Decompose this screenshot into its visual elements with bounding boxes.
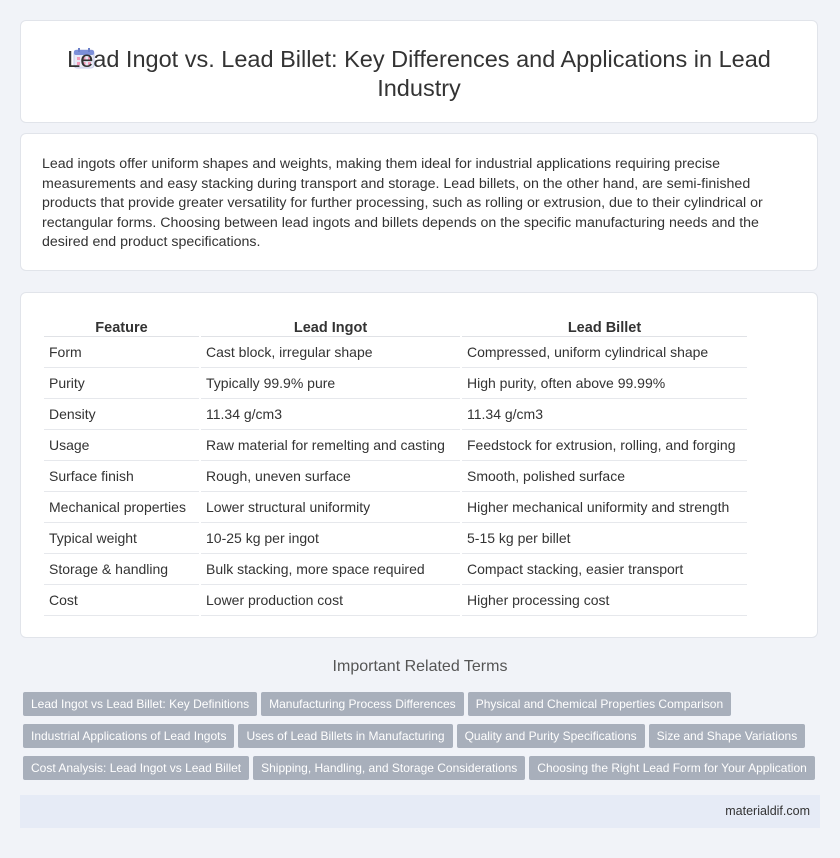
- table-row: [44, 368, 747, 399]
- table-cell: Bulk stacking, more space required: [201, 554, 460, 585]
- column-header: Feature: [44, 313, 199, 337]
- related-term-chip[interactable]: Shipping, Handling, and Storage Considerations: [253, 756, 525, 780]
- table-cell: Lower production cost: [201, 585, 460, 616]
- related-term-chip[interactable]: Size and Shape Variations: [649, 724, 806, 748]
- related-term-chip[interactable]: Quality and Purity Specifications: [457, 724, 645, 748]
- related-term-chip[interactable]: Manufacturing Process Differences: [261, 692, 464, 716]
- comparison-card: [20, 292, 818, 638]
- intro-text: Lead ingots offer uniform shapes and weights, making them ideal for industrial applications requiring precise measurements and easy stacking during transport and storage. Lead billets, on the other hand, are semi-finished products that provide greater versatility for further processing, such as rolling or extrusion, due to their cylindrical or rectangular forms. Choosing between lead ingots and billets depends on the specific manufacturing needs and the desired end product specifications.: [42, 156, 763, 250]
- table-cell: 10-25 kg per ingot: [201, 523, 460, 554]
- table-cell: Higher mechanical uniformity and strength: [462, 492, 747, 523]
- related-term-chip[interactable]: Uses of Lead Billets in Manufacturing: [238, 724, 452, 748]
- footer: [20, 795, 820, 828]
- table-cell: Rough, uneven surface: [201, 461, 460, 492]
- table-cell: Typical weight: [44, 523, 199, 554]
- table-cell: High purity, often above 99.99%: [462, 368, 747, 399]
- table-row: [44, 554, 747, 585]
- table-cell: Storage & handling: [44, 554, 199, 585]
- table-cell: Compact stacking, easier transport: [462, 554, 747, 585]
- related-term-chip[interactable]: Cost Analysis: Lead Ingot vs Lead Billet: [23, 756, 249, 780]
- table-cell: Typically 99.9% pure: [201, 368, 460, 399]
- related-terms-row: [23, 692, 823, 716]
- column-header: Lead Ingot: [201, 313, 460, 337]
- related-terms-row: [23, 756, 823, 780]
- table-cell: 11.34 g/cm3: [462, 399, 747, 430]
- table-cell: Mechanical properties: [44, 492, 199, 523]
- intro-card: [20, 133, 818, 271]
- table-cell: Density: [44, 399, 199, 430]
- table-header-row: [44, 313, 747, 337]
- table-cell: 5-15 kg per billet: [462, 523, 747, 554]
- table-cell: Form: [44, 337, 199, 368]
- table-cell: Cast block, irregular shape: [201, 337, 460, 368]
- related-term-chip[interactable]: Physical and Chemical Properties Comparison: [468, 692, 731, 716]
- table-cell: Lower structural uniformity: [201, 492, 460, 523]
- table-cell: Compressed, uniform cylindrical shape: [462, 337, 747, 368]
- table-row: [44, 430, 747, 461]
- related-term-chip[interactable]: Choosing the Right Lead Form for Your Application: [529, 756, 815, 780]
- related-term-chip[interactable]: Industrial Applications of Lead Ingots: [23, 724, 234, 748]
- table-row: [44, 399, 747, 430]
- table-cell: 11.34 g/cm3: [201, 399, 460, 430]
- comparison-table: [42, 313, 749, 616]
- table-cell: Smooth, polished surface: [462, 461, 747, 492]
- site-link[interactable]: materialdif.com: [725, 804, 810, 818]
- table-row: [44, 492, 747, 523]
- related-term-chip[interactable]: Lead Ingot vs Lead Billet: Key Definitions: [23, 692, 257, 716]
- table-cell: Purity: [44, 368, 199, 399]
- table-cell: Higher processing cost: [462, 585, 747, 616]
- table-row: [44, 585, 747, 616]
- table-row: [44, 461, 747, 492]
- table-cell: Usage: [44, 430, 199, 461]
- table-cell: Raw material for remelting and casting: [201, 430, 460, 461]
- header-card: [20, 20, 818, 123]
- page-title: Lead Ingot vs. Lead Billet: Key Differences and Applications in Lead Industry: [67, 46, 771, 101]
- related-terms-row: [23, 724, 823, 748]
- table-row: [44, 523, 747, 554]
- table-cell: Cost: [44, 585, 199, 616]
- table-row: [44, 337, 747, 368]
- column-header: Lead Billet: [462, 313, 747, 337]
- table-cell: Feedstock for extrusion, rolling, and forging: [462, 430, 747, 461]
- related-terms-title: Important Related Terms: [332, 658, 508, 675]
- table-cell: Surface finish: [44, 461, 199, 492]
